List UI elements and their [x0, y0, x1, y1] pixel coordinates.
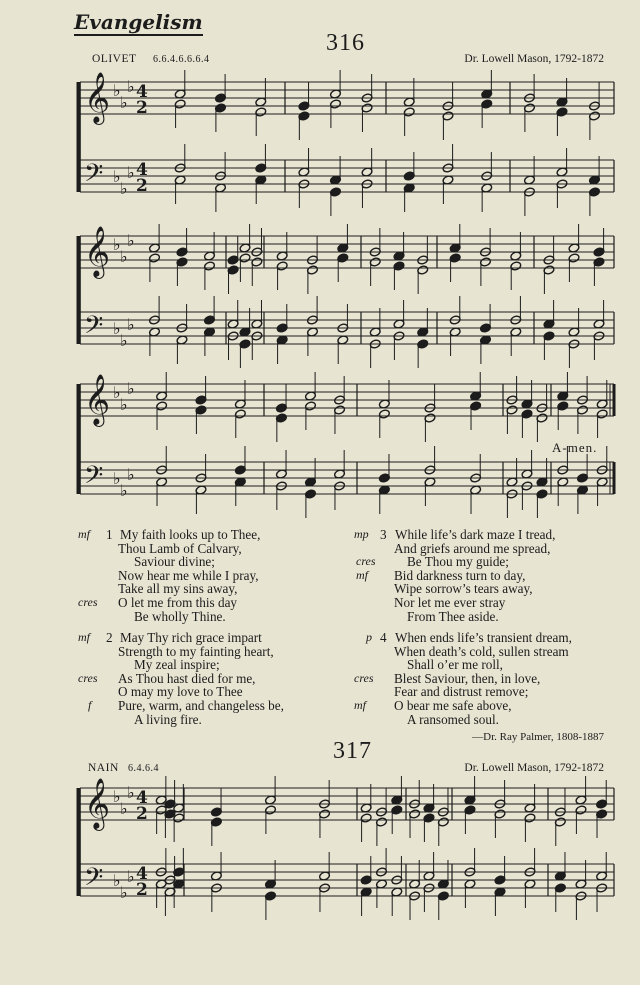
meter: 6.6.4.6.6.6.4 — [153, 54, 210, 65]
verse-line: As Thou hast died for me, — [118, 670, 256, 686]
verse-line: When ends life’s transient dream, — [395, 630, 572, 645]
meter: 6.4.6.4 — [128, 763, 159, 774]
time-signature: 2 — [136, 176, 148, 196]
flat-sign: ♭ — [127, 783, 135, 802]
verse-line: A ransomed soul. — [407, 711, 499, 727]
bass-clef: 𝄢 — [84, 863, 104, 898]
verse-line: And griefs around me spread, — [394, 540, 551, 556]
verse-line: A living fire. — [134, 711, 202, 727]
verse-line: Nor let me ever stray — [394, 594, 506, 610]
verse-line: Pure, warm, and changeless be, — [118, 697, 284, 713]
verse-number: 4 — [380, 630, 387, 645]
verse-dynamic: p — [366, 630, 372, 644]
time-signature: 4 — [136, 864, 148, 884]
verse-line: Blest Saviour, then, in love, — [394, 670, 541, 686]
flat-sign: ♭ — [127, 77, 135, 96]
verse-lines — [395, 528, 555, 623]
verse-line: Fear and distrust remove; — [394, 684, 529, 700]
composer-credit: Dr. Lowell Mason, 1792-1872 — [464, 53, 604, 65]
verse-number: 2 — [106, 630, 113, 645]
flat-sign: ♭ — [127, 465, 135, 484]
verse-line: O bear me safe above, — [394, 697, 512, 713]
verse-line: Bid darkness turn to day, — [394, 567, 526, 583]
time-signature: 4 — [136, 788, 148, 808]
hymn-number: 316 — [326, 30, 365, 56]
flat-sign: ♭ — [120, 395, 128, 414]
verse-lines — [120, 631, 286, 726]
tune-name: NAIN — [88, 762, 119, 774]
treble-clef: 𝄞 — [84, 72, 111, 123]
verse-line: Saviour divine; — [134, 554, 215, 570]
flat-sign: ♭ — [113, 787, 121, 806]
flat-sign: ♭ — [113, 235, 121, 254]
author-credit: —Dr. Ray Palmer, 1808-1887 — [472, 731, 604, 743]
flat-sign: ♭ — [120, 247, 128, 266]
verse-dynamic: cres — [354, 671, 374, 685]
flat-sign: ♭ — [127, 163, 135, 182]
verse-line: Wipe sorrow’s tears away, — [394, 581, 533, 597]
flat-sign: ♭ — [127, 867, 135, 886]
verse-line: My zeal inspire; — [134, 657, 220, 673]
time-signature: 2 — [136, 98, 148, 118]
verse-line: Take all my sins away, — [118, 581, 238, 597]
treble-clef: 𝄞 — [84, 226, 111, 277]
bass-clef: 𝄢 — [84, 311, 104, 346]
verse-line: May Thy rich grace impart — [120, 630, 262, 645]
flat-sign: ♭ — [127, 379, 135, 398]
verse-line: While life’s dark maze I tread, — [395, 527, 556, 542]
verse-line: Thou Lamb of Calvary, — [118, 540, 242, 556]
verse-number: 3 — [380, 527, 387, 542]
verse-lines — [120, 528, 261, 623]
verse-dynamic: mf — [356, 568, 368, 582]
bass-clef: 𝄢 — [84, 159, 104, 194]
flat-sign: ♭ — [113, 319, 121, 338]
flat-sign: ♭ — [113, 383, 121, 402]
verse-dynamic: cres — [356, 554, 376, 568]
verse-number: 1 — [106, 527, 113, 542]
section-title: Evangelism — [74, 10, 203, 34]
verse-line: When death’s cold, sullen stream — [394, 643, 569, 659]
flat-sign: ♭ — [120, 93, 128, 112]
time-signature: 2 — [136, 880, 148, 900]
flat-sign: ♭ — [127, 315, 135, 334]
verse-lines — [395, 631, 572, 726]
amen-text: A-men. — [552, 440, 598, 455]
flat-sign: ♭ — [113, 81, 121, 100]
tune-name: OLIVET — [92, 53, 137, 65]
flat-sign: ♭ — [127, 231, 135, 250]
verse-line: Be Thou my guide; — [407, 554, 509, 570]
flat-sign: ♭ — [120, 179, 128, 198]
time-signature: 4 — [136, 82, 148, 102]
verse-line: O may my love to Thee — [118, 684, 243, 700]
verse-line: From Thee aside. — [407, 608, 499, 624]
treble-clef: 𝄞 — [84, 778, 111, 829]
time-signature: 2 — [136, 804, 148, 824]
composer-credit: Dr. Lowell Mason, 1792-1872 — [464, 762, 604, 774]
verse-dynamic: mp — [354, 527, 369, 541]
flat-sign: ♭ — [113, 469, 121, 488]
flat-sign: ♭ — [120, 883, 128, 902]
verse-line: Shall o’er me roll, — [407, 657, 503, 673]
flat-sign: ♭ — [120, 799, 128, 818]
verse-dynamic: mf — [354, 698, 366, 712]
verse-line: Be wholly Thine. — [134, 608, 226, 624]
verse-dynamic: mf — [78, 527, 90, 541]
flat-sign: ♭ — [113, 167, 121, 186]
verse-line: Now hear me while I pray, — [118, 567, 259, 583]
time-signature: 4 — [136, 160, 148, 180]
flat-sign: ♭ — [113, 871, 121, 890]
verse-line: My faith looks up to Thee, — [120, 527, 261, 542]
verse-dynamic: mf — [78, 630, 90, 644]
bass-clef: 𝄢 — [84, 461, 104, 496]
verse-dynamic: cres — [78, 595, 98, 609]
verse-dynamic: cres — [78, 671, 98, 685]
verse-line: O let me from this day — [118, 594, 238, 610]
treble-clef: 𝄞 — [84, 374, 111, 425]
verse-dynamic: f — [88, 698, 92, 712]
flat-sign: ♭ — [120, 481, 128, 500]
flat-sign: ♭ — [120, 331, 128, 350]
verse-line: Strength to my fainting heart, — [118, 643, 274, 659]
hymn-number: 317 — [333, 738, 372, 764]
